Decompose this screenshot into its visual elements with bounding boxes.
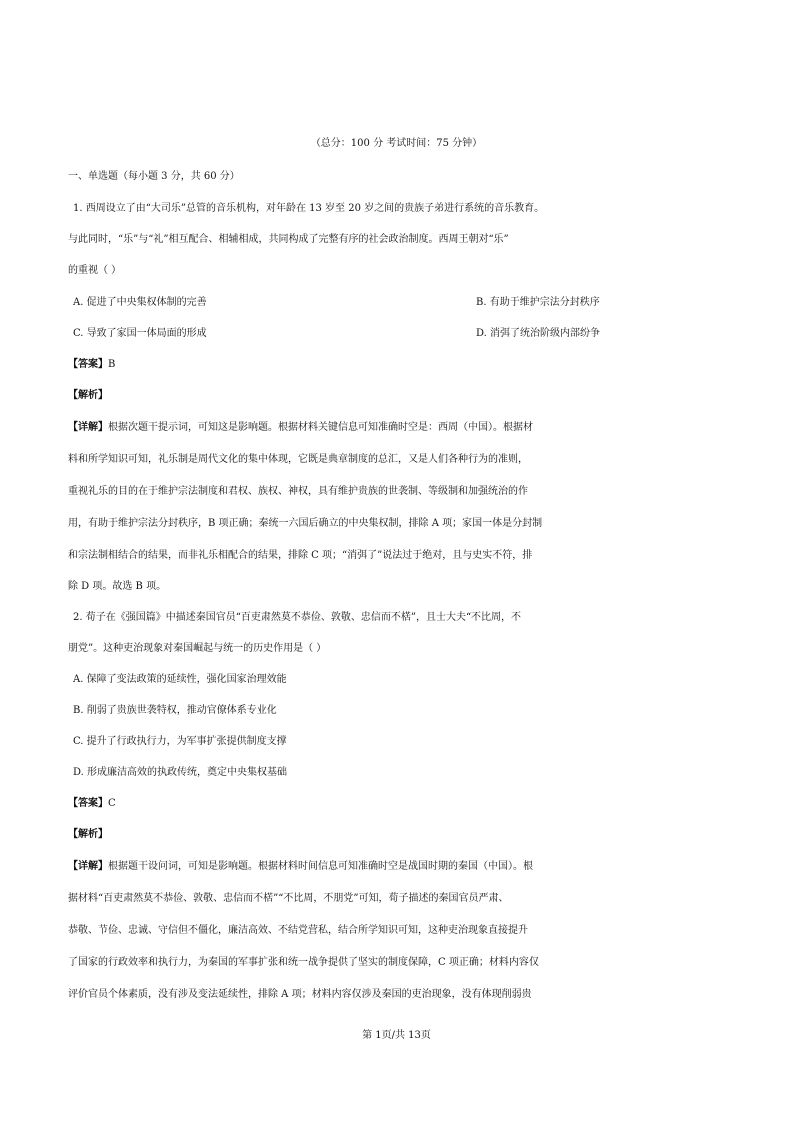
answer-tag: 【答案】 [68,798,108,809]
answer-line [68,355,793,375]
detail-line [68,857,793,877]
option-row [73,293,793,313]
option-a: A. 保障了变法政策的延续性，强化国家治理效能 [73,674,287,685]
detail-line: 评价官员个体素质，没有涉及变法延续性，排除 A 项；材料内容仅涉及秦国的吏治现象，没有体现削弱贵 [68,989,532,1000]
stem-line: 朋党”。这种吏治现象对秦国崛起与统一的历史作用是（ ） [68,643,327,654]
stem-line: 与此同时，“乐”与“礼”相互配合、相辅相成，共同构成了完整有序的社会政治制度。西周王朝对“乐” [68,234,509,245]
section-title: 一、单选题（每小题 3 分，共 60 分） [68,171,240,182]
option-c: C. 导致了家国一体局面的形成 [73,328,207,339]
analysis-tag: 【解析】 [68,829,108,840]
option-b: B. 有助于维护宗法分封秩序 [476,297,600,308]
detail-line: 恭敬、节俭、忠诚、守信但不僵化，廉洁高效、不结党营私，结合所学知识可知，这种吏治现象直接提升 [68,925,528,936]
option-a: A. 促进了中央集权体制的完善 [73,297,207,308]
option-c: C. 提升了行政执行力，为军事扩张提供制度支撑 [73,736,287,747]
detail-line: 用，有助于维护宗法分封秩序，B 项正确；秦统一六国后确立的中央集权制，排除 A 项；家国一体是分封制 [68,518,543,529]
answer-value: B [108,359,116,370]
detail-line: 了国家的行政效率和执行力，为秦国的军事扩张和统一战争提供了坚实的制度保障，C 项正确；材料内容仅 [68,957,539,968]
answer-value: C [108,798,116,809]
stem-line: 2. 荀子在《强国篇》中描述秦国官员“百吏肃然莫不恭俭、敦敬、忠信而不楛”，且士大夫“不比周，不 [73,612,522,623]
detail-line: 除 D 项。故选 B 项。 [68,581,167,592]
stem-line: 的重视（ ） [68,265,122,276]
stem-line: 1. 西周设立了由“大司乐”总管的音乐机构，对年龄在 13 岁至 20 岁之间的贵族子弟进行系统的音乐教育。 [73,203,545,214]
analysis-tag: 【解析】 [68,390,108,401]
exam-header: （总分：100 分 考试时间：75 分钟） [310,138,483,149]
detail-tag: 【详解】 [68,422,108,433]
detail-line [68,418,793,438]
detail-text: 根据题干设问词，可知是影响题。根据材料时间信息可知准确时空是战国时期的秦国（中国）。根 [108,861,533,872]
answer-line [68,794,793,814]
detail-line: 据材料“百吏肃然莫不恭俭、敦敬、忠信而不楛”“不比周，不朋党”可知，荀子描述的秦国官员严肃、 [68,893,509,904]
detail-tag: 【详解】 [68,861,108,872]
detail-line: 料和所学知识可知，礼乐制是周代文化的集中体现，它既是典章制度的总汇，又是人们各种行为的准则， [68,454,528,465]
option-d: D. 消弭了统治阶级内部纷争 [476,328,601,339]
option-d: D. 形成廉洁高效的执政传统，奠定中央集权基础 [73,767,288,778]
page-footer: 第 1页/共 13页 [362,1030,431,1041]
detail-line: 重视礼乐的目的在于维护宗法制度和君权、族权、神权，具有维护贵族的世袭制、等级制和加强统治的作 [68,486,528,497]
answer-tag: 【答案】 [68,359,108,370]
detail-line: 和宗法制相结合的结果，而非礼乐相配合的结果，排除 C 项；“消弭了”说法过于绝对，且与史实不符，排 [68,550,533,561]
detail-text: 根据次题干提示词，可知这是影响题。根据材料关键信息可知准确时空是：西周（中国）。根据材 [108,422,533,433]
option-row [73,324,793,344]
option-b: B. 削弱了贵族世袭特权，推动官僚体系专业化 [73,705,277,716]
